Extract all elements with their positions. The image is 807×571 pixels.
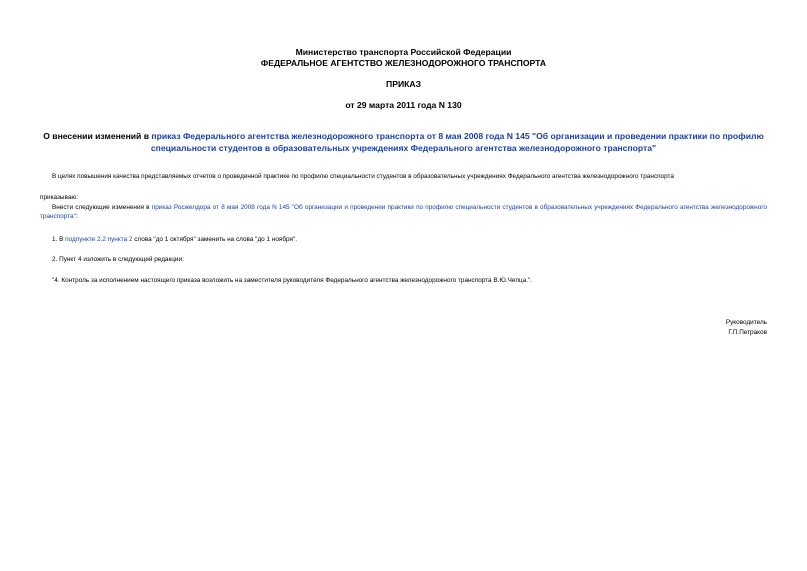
subject-link[interactable]: приказ Федерального агентства железнодорожного транспорта от 8 мая 2008 года N 145 "Об организации и проведении практики по профилю специальности студентов в образовательных учреждениях Федерального агентства железнодорожного транспорта" — [150, 131, 764, 153]
item-1-link[interactable]: подпункте 2.2 пункта 2 — [65, 236, 133, 243]
item-1 — [52, 236, 297, 245]
agency-heading: ФЕДЕРАЛЬНОЕ АГЕНТСТВО ЖЕЛЕЗНОДОРОЖНОГО ТРАНСПОРТА — [260, 58, 547, 68]
item-3: "4. Контроль за исполнением настоящего приказа возложить на заместителя руководителя Федерального агентства железнодорожного транспорта В.Ю.Чепца.". — [52, 277, 532, 284]
signature-name: Г.П.Петраков — [728, 329, 767, 336]
document-type: ПРИКАЗ — [386, 79, 421, 89]
changes-prefix: Внести следующие изменения в — [52, 204, 152, 211]
subject-prefix: О внесении изменений в — [43, 131, 152, 141]
item-1-suffix: слова "до 1 октября" заменить на слова "до 1 ноября". — [132, 236, 298, 243]
ministry-heading: Министерство транспорта Российской Федерации — [295, 47, 512, 57]
document-date-number: от 29 марта 2011 года N 130 — [345, 100, 462, 110]
changes-link[interactable]: приказ Росжелдора от 8 мая 2008 года N 145 "Об организации и проведении практики по профилю специальности студентов в образовательных учреждениях Федерального агентства железнодорожного транспорта" — [40, 204, 767, 220]
document-subject — [40, 131, 767, 154]
item-1-prefix: 1. В — [52, 236, 66, 243]
signature-title: Руководитель — [725, 319, 767, 326]
order-word: приказываю: — [40, 194, 78, 201]
intro-paragraph: В целях повышения качества представляемых отчетов о проведенной практике по профилю специальности студентов в образовательных учреждениях Федерального агентства железнодорожного транспорта — [52, 173, 674, 180]
changes-suffix: : — [75, 212, 78, 220]
item-2: 2. Пункт 4 изложить в следующей редакции: — [52, 256, 184, 263]
paragraph-changes — [40, 204, 767, 221]
